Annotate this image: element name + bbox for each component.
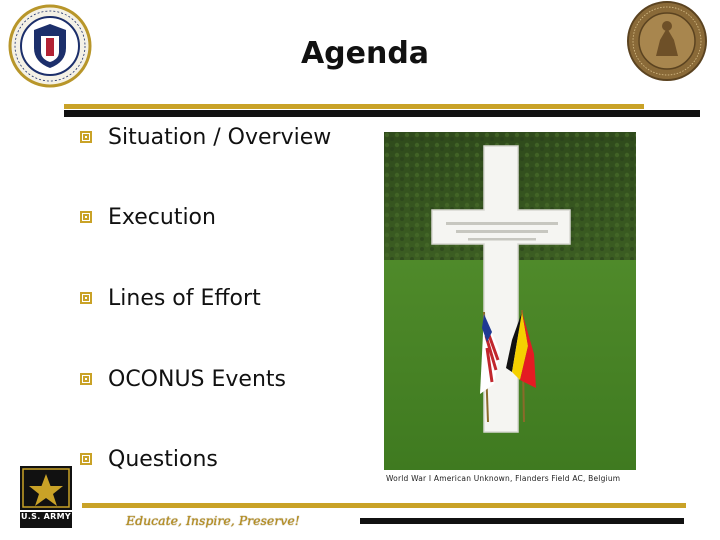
footer-gold-bar [82,503,686,508]
agenda-item-label: Questions [108,446,218,472]
agenda-item [80,117,331,157]
header-gold-bar [64,104,644,109]
us-army-label: U.S. ARMY [21,512,71,521]
bullet-square-icon [80,292,92,304]
agenda-item [80,197,216,237]
bullet-square-icon [80,453,92,465]
grave-marker-photo [384,132,636,470]
agenda-item [80,359,286,399]
footer-black-bar [360,518,684,524]
bullet-square-icon [80,131,92,143]
photo-caption: World War I American Unknown, Flanders Field AC, Belgium [386,474,621,483]
bullet-square-icon [80,211,92,223]
agenda-item-label: Situation / Overview [108,124,332,150]
slide-title: Agenda [300,36,430,71]
agenda-item-label: Execution [108,204,216,230]
agenda-item [80,278,261,318]
agenda-item-label: Lines of Effort [108,285,261,311]
header-black-bar [64,110,700,117]
agenda-item [80,439,218,479]
bullet-square-icon [80,373,92,385]
agenda-item-label: OCONUS Events [108,366,286,392]
footer-motto: Educate, Inspire, Preserve! [126,513,300,528]
